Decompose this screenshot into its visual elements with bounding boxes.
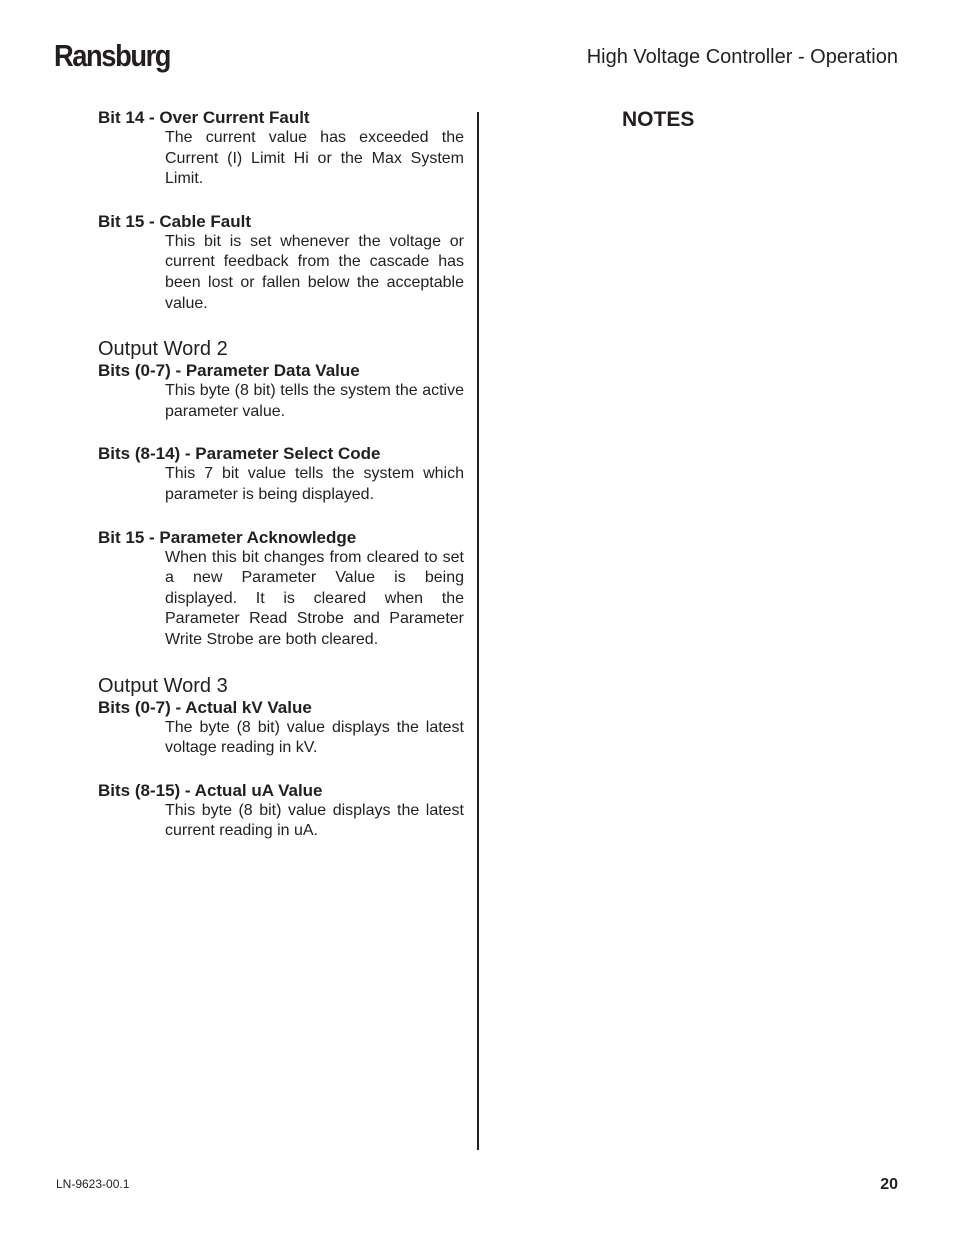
notes-title: NOTES <box>622 108 695 131</box>
column-divider <box>477 112 479 1150</box>
ow3-bits-0-7-description: The byte (8 bit) value displays the latest voltage reading in kV. <box>165 718 464 757</box>
ow2-bits-8-14-description: This 7 bit value tells the system which parameter is being displayed. <box>165 465 464 503</box>
footer-page-number: 20 <box>880 1176 898 1193</box>
ow2-bits-8-14-entry <box>98 444 464 505</box>
bit-14-entry <box>98 108 464 190</box>
bit-14-heading: Bit 14 - Over Current Fault <box>98 108 310 127</box>
bit-15-cable-entry <box>98 212 464 314</box>
bit-14-description: The current value has exceeded the Current (I) Limit Hi or the Max System Limit. <box>165 129 464 188</box>
bit-15-cable-description: This bit is set whenever the voltage or current feedback from the cascade has been lost or fallen below the acceptable value. <box>165 232 464 312</box>
ow3-bits-0-7-heading: Bits (0-7) - Actual kV Value <box>98 697 312 717</box>
ow2-bits-0-7-description: This byte (8 bit) tells the system the active parameter value. <box>165 382 464 420</box>
ow2-bit-15-heading: Bit 15 - Parameter Acknowledge <box>98 527 357 547</box>
ow3-bits-0-7-entry <box>98 698 464 759</box>
left-column <box>98 108 464 842</box>
bit-15-cable-heading: Bit 15 - Cable Fault <box>98 211 252 231</box>
ow2-bits-0-7-entry <box>98 361 464 422</box>
ow2-bit-15-description: When this bit changes from cleared to set a new Parameter Value is being displayed. It is cleared when the Parameter Read Strobe and Parameter Write Strobe are both cleared. <box>165 548 464 648</box>
ow3-bits-8-15-heading: Bits (8-15) - Actual uA Value <box>98 780 323 800</box>
output-word-3-title: Output Word 3 <box>98 674 228 697</box>
ow2-bit-15-entry <box>98 528 464 651</box>
ow2-bits-8-14-heading: Bits (8-14) - Parameter Select Code <box>98 444 381 464</box>
ow2-bits-0-7-heading: Bits (0-7) - Parameter Data Value <box>98 361 360 381</box>
ow3-bits-8-15-entry <box>98 781 464 842</box>
output-word-2-title: Output Word 2 <box>98 338 228 361</box>
page-header-title: High Voltage Controller - Operation <box>586 46 898 68</box>
footer-document-number: LN-9623-00.1 <box>56 1177 130 1191</box>
ow3-bits-8-15-description: This byte (8 bit) value displays the latest current reading in uA. <box>165 801 464 840</box>
right-column <box>622 108 694 132</box>
brand-logo: Ransburg <box>54 38 171 73</box>
